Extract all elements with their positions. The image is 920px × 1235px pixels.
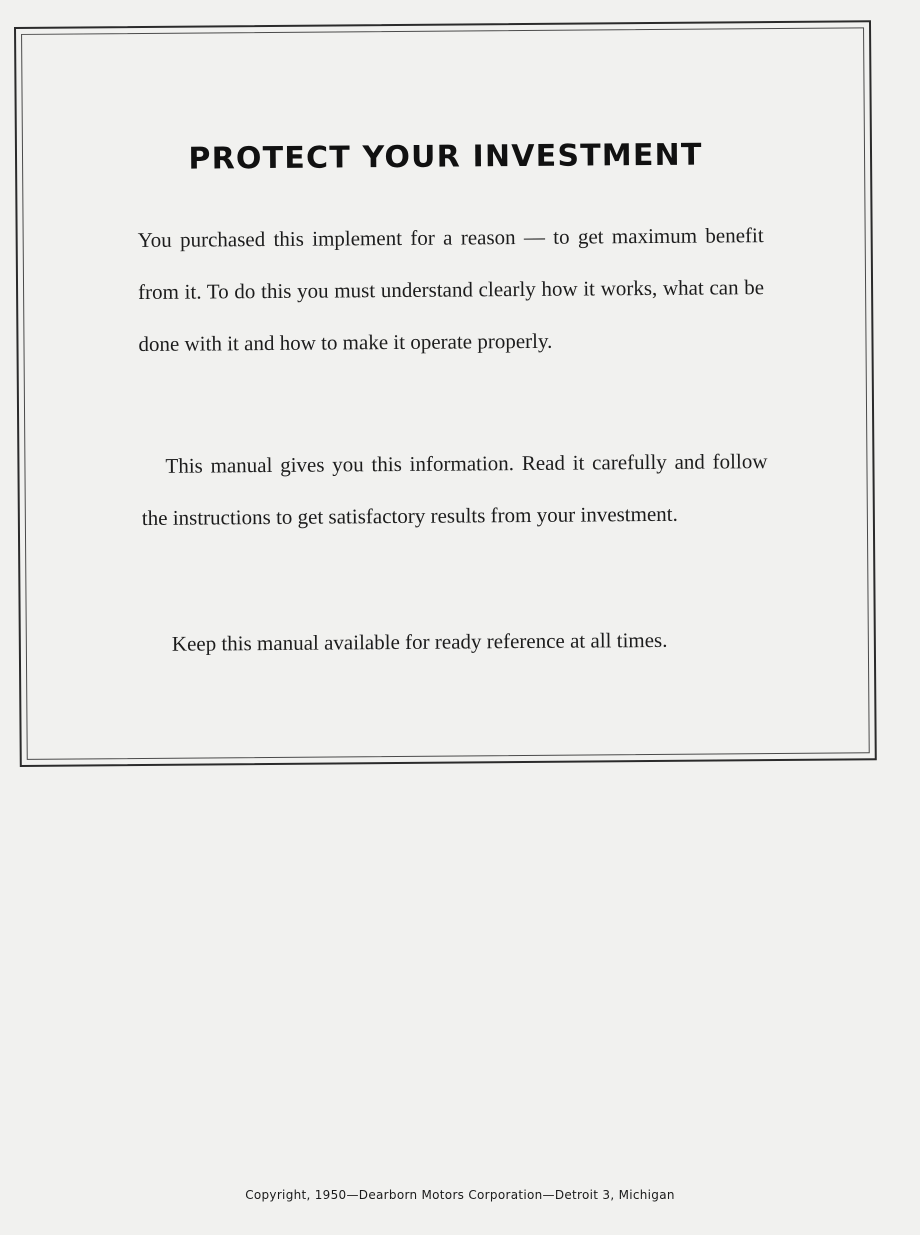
page-title: PROTECT YOUR INVESTMENT <box>188 137 703 177</box>
paragraph-purpose: You purchased this implement for a reason — to get maximum benefit from it. To do this you must understand clearly how it works, what can be done with it and how to make it operate properly. <box>137 223 765 357</box>
paragraph-reference: Keep this manual available for ready reference at all times. <box>171 627 668 656</box>
notice-box-content <box>16 22 879 769</box>
notice-box <box>14 20 877 767</box>
copyright-notice: Copyright, 1950—Dearborn Motors Corporation—Detroit 3, Michigan <box>245 1188 675 1202</box>
paragraph-manual-info: This manual gives you this information. Read it carefully and follow the instructions to get satisfactory results from your investment. <box>141 449 768 531</box>
